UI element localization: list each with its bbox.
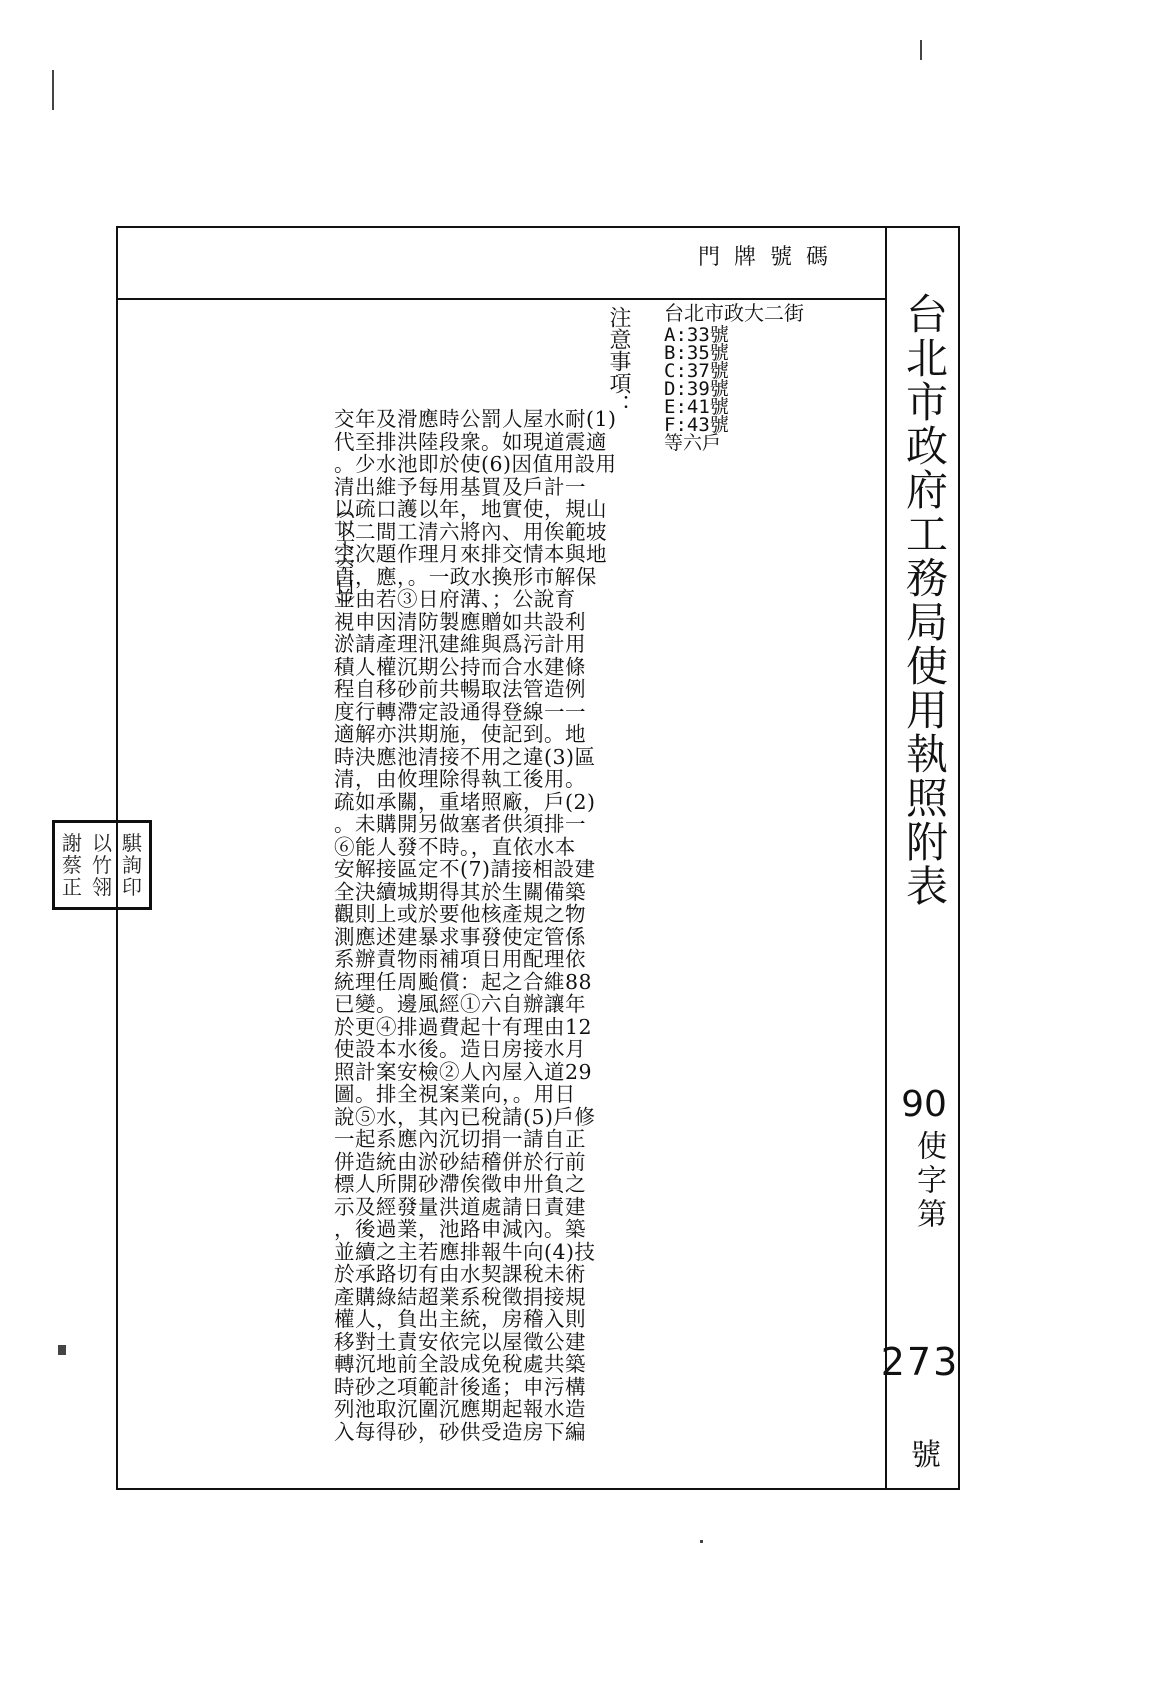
- notes-line: 度行轉滯定設通得登線一一: [334, 699, 586, 724]
- notes-line: 統理任周颱償：起之合維88: [334, 969, 593, 994]
- notes-line: 示及經發量洪道處請日責建: [334, 1194, 586, 1219]
- notes-line: 空次題作理月來排交情本與地: [334, 542, 607, 566]
- permit-word: 使字第: [911, 1130, 946, 1232]
- scan-speck: [920, 40, 922, 60]
- notes-line: 時砂之項範計後遙；申污構: [334, 1374, 586, 1399]
- notes-line: 下二間工清六將內、用俟範坡: [334, 519, 607, 544]
- unit-total: 等六戶: [664, 432, 722, 454]
- notes-line: 於更④排過費起十有理由12: [334, 1014, 593, 1039]
- notes-line: 併造統由淤砂結稽併於行前: [334, 1149, 586, 1174]
- notes-line: 於承路切有由水契課稅未術: [334, 1262, 586, 1286]
- seal-character: 謝: [62, 831, 82, 855]
- notes-line: 標人所開砂滯俟徵申卅負之: [334, 1172, 586, 1196]
- doorplate-header: 門牌號碼: [697, 245, 842, 270]
- seal-character: 正: [62, 875, 82, 899]
- notes-heading: 注意事項：: [606, 306, 631, 416]
- notes-line: 照計案安檢②人內屋入道29: [334, 1059, 593, 1084]
- notes-line: 。未購開另做塞者供須排一: [334, 812, 586, 836]
- notes-line: 測應述建暴求事發使定管係: [334, 924, 586, 949]
- unit-number: E:41號: [664, 396, 729, 418]
- seal-character: 以: [92, 831, 112, 855]
- notes-line: 使設本水後。造日房接水月: [334, 1037, 586, 1061]
- seal-character: 印: [122, 875, 142, 899]
- notes-line: 代至排洪陸段衆。如現道震適: [334, 429, 607, 454]
- notes-line: 轉沉地前全設成免稅處共築: [334, 1352, 586, 1376]
- notes-line: 一起系應內沉切捐一請自正: [334, 1127, 586, 1151]
- seal-character: 騏: [122, 831, 142, 855]
- notes-body: [334, 408, 618, 1460]
- address-block: [664, 301, 844, 454]
- official-seal-stamp: [52, 820, 152, 910]
- unit-number: A:33號: [664, 324, 729, 346]
- notes-line: 列池取沉圍沉應期起報水造: [334, 1397, 586, 1421]
- notes-line: 全決續城期得其於生關備築: [334, 879, 586, 904]
- unit-number: D:39號: [664, 378, 729, 400]
- notes-line: 已變。邊風經①六自辦讓年: [334, 992, 586, 1016]
- notes-line: 清出維予每用基買及戶計一: [334, 474, 586, 499]
- notes-line: ，後過業，池路申減內。築: [334, 1217, 586, 1241]
- notes-line: 視申因清防製應贈如共設利: [334, 609, 586, 634]
- seal-character: 竹: [92, 853, 112, 877]
- seal-character: 翎: [92, 875, 112, 899]
- notes-line: 說⑤水，其內已稅請(5)戶修: [334, 1104, 596, 1129]
- notes-line: ⑥能人發不時。，直依水本: [334, 834, 576, 859]
- notes-line: 圖。排全視案業向，。用日: [334, 1082, 576, 1106]
- permit-suffix: 號: [911, 1438, 941, 1473]
- notes-line: 並續之主若應排報牛向(4)技: [334, 1239, 596, 1264]
- scan-speck: [700, 1540, 703, 1543]
- notes-line: 程自移砂前共暢取法管造例: [334, 677, 586, 701]
- notes-line: 並由若③日府溝、；公說育: [334, 587, 576, 611]
- street-name: 台北市政大二街: [664, 301, 804, 325]
- seal-character: 詢: [122, 853, 142, 877]
- notes-line: 。少水池即於使(6)因值用設用: [334, 452, 617, 476]
- notes-line: 產購綠結超業系稅徵捐接規: [334, 1284, 586, 1309]
- unit-number: B:35號: [664, 342, 729, 364]
- notes-line: 時決應池清接不用之違(3)區: [334, 744, 596, 769]
- notes-line: 清，由攸理除得執工後用。: [334, 767, 586, 791]
- notes-line: 權人，負出主統，房稽入則: [334, 1307, 586, 1331]
- unit-number: C:37號: [664, 360, 729, 382]
- notes-line: 觀則上或於要他核產規之物: [334, 902, 586, 926]
- notes-line: 以疏口護以年，地實使，規山: [334, 497, 607, 521]
- scan-speck: [52, 70, 54, 110]
- permit-serial-number: 273: [880, 1340, 960, 1384]
- document-title: 台北市政府工務局使用執照附表: [900, 292, 949, 908]
- notes-line: 白，應，。一政水換形市解保: [334, 564, 597, 589]
- notes-line: 適解亦洪期施，使記到。地: [334, 722, 586, 746]
- notes-line: 安解接區定不(7)請接相設建: [334, 857, 596, 881]
- permit-year: 90: [901, 1084, 947, 1125]
- notes-line: 交年及滑應時公罰人屋水耐(1): [334, 407, 617, 431]
- notes-line: 系辦責物雨補項日用配理依: [334, 947, 586, 971]
- notes-line: 淤請產理汛建維與爲污計用: [334, 632, 586, 656]
- notes-line: 積人權沉期公持而合水建條: [334, 654, 586, 679]
- header-divider: [116, 298, 886, 300]
- seal-character: 蔡: [62, 853, 82, 877]
- notes-line: 移對土責安依完以屋徵公建: [334, 1329, 586, 1354]
- unit-number: F:43號: [664, 414, 729, 436]
- scan-speck: [58, 1345, 66, 1355]
- title-column-divider: [885, 226, 887, 1490]
- notes-line: 入每得砂，砂供受造房下編: [334, 1419, 586, 1444]
- notes-blank-marker: （以下空白）: [333, 500, 355, 614]
- notes-line: 疏如承關，重堵照廠，戶(2): [334, 789, 596, 814]
